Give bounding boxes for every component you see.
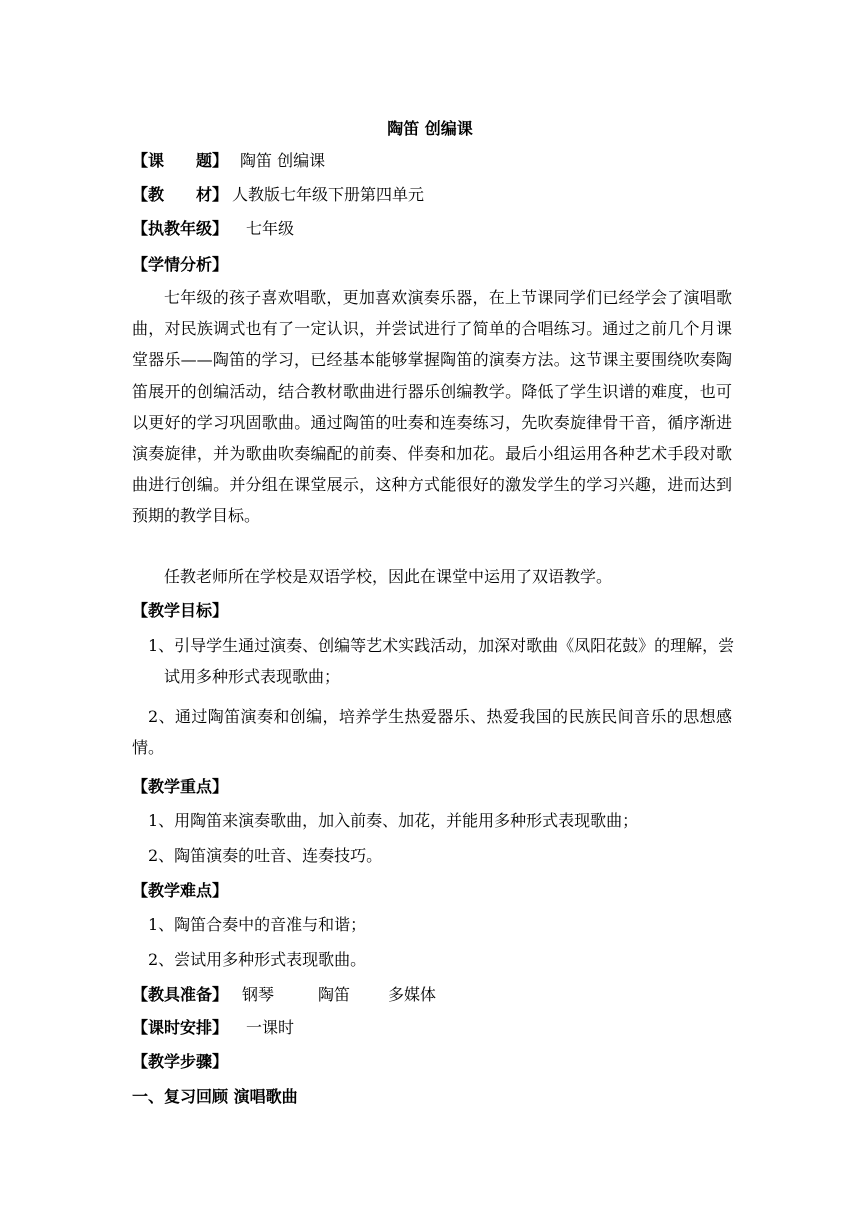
difficulties-heading: 【教学难点】 [132, 881, 229, 900]
steps-section-1: 一、复习回顾 演唱歌曲 [132, 1087, 298, 1106]
topic-value: 陶笛 创编课 [240, 151, 326, 170]
analysis-paragraph-1: 七年级的孩子喜欢唱歌，更加喜欢演奏乐器，在上节课同学们已经学会了演唱歌曲，对民族调式也有了一定认识，并尝试进行了简单的合唱练习。通过之前几个月课堂器乐——陶笛的学习，已经基本能够掌握陶笛的演奏方法。这节课主要围绕吹奏陶笛展开的创编活动，结合教材歌曲进行器乐创编教学。降低了学生识谱的难度，也可以更好的学习巩固歌曲。通过陶笛的吐奏和连奏练习，先吹奏旋律骨干音，循序渐进演奏旋律，并为歌曲吹奏编配的前奏、伴奏和加花。最后小组运用各种艺术手段对歌曲进行创编。并分组在课堂展示，这种方式能很好的激发学生的学习兴趣，进而达到预期的教学目标。 [132, 288, 732, 526]
grade-label: 【执教年级】 [132, 219, 229, 238]
document-title: 陶笛 创编课 [387, 119, 473, 138]
analysis-paragraph-2: 任教老师所在学校是双语学校，因此在课堂中运用了双语教学。 [164, 567, 613, 586]
material-line [132, 184, 732, 206]
key-point-item-2: 2、陶笛演奏的吐音、连奏技巧。 [148, 846, 383, 865]
goal-item-1: 1、引导学生通过演奏、创编等艺术实践活动，加深对歌曲《凤阳花鼓》的理解，尝试用多种形式表现歌曲； [148, 636, 735, 686]
schedule-line [132, 1017, 732, 1039]
difficulty-item-1: 1、陶笛合奏中的音准与和谐； [148, 915, 367, 934]
material-value: 人教版七年级下册第四单元 [232, 185, 425, 204]
topic-label: 【课 题】 [132, 151, 229, 170]
schedule-label: 【课时安排】 [132, 1018, 229, 1037]
grade-value: 七年级 [246, 219, 295, 238]
key-points-heading: 【教学重点】 [132, 777, 229, 796]
tool-item-piano: 钢琴 [242, 985, 275, 1004]
tools-label: 【教具准备】 [132, 985, 229, 1004]
tool-item-ocarina: 陶笛 [318, 985, 351, 1004]
grade-line [132, 218, 732, 240]
key-point-item-1: 1、用陶笛来演奏歌曲，加入前奏、加花，并能用多种形式表现歌曲； [148, 811, 639, 830]
tools-line [132, 984, 732, 1006]
steps-heading: 【教学步骤】 [132, 1052, 229, 1071]
tool-item-multimedia: 多媒体 [388, 985, 437, 1004]
topic-line [132, 150, 732, 172]
goal-item-2: 2、通过陶笛演奏和创编，培养学生热爱器乐、热爱我国的民族民间音乐的思想感情。 [132, 707, 732, 758]
difficulty-item-2: 2、尝试用多种形式表现歌曲。 [148, 950, 367, 969]
material-label: 【教 材】 [132, 185, 229, 204]
analysis-heading: 【学情分析】 [132, 255, 229, 274]
goals-heading: 【教学目标】 [132, 601, 229, 620]
schedule-value: 一课时 [246, 1018, 295, 1037]
